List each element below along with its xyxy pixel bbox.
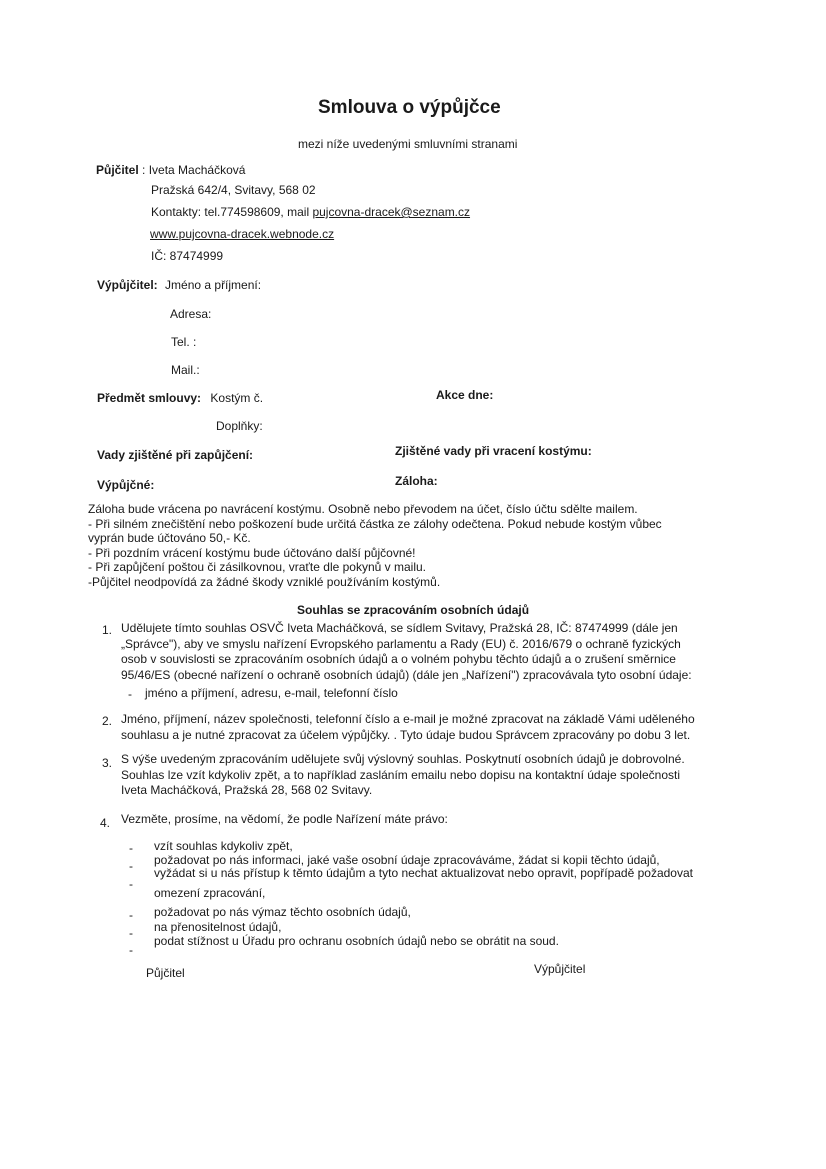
lender-name: : Iveta Macháčková [142, 163, 246, 177]
rights-bullet: na přenositelnost údajů, [154, 920, 282, 934]
lender-address: Pražská 642/4, Svitavy, 568 02 [151, 183, 316, 197]
lender-ic: IČ: 87474999 [151, 249, 224, 263]
consent-item-number: 2. [102, 714, 113, 728]
event-date-label: Akce dne: [436, 388, 494, 402]
consent-item-line: Jméno, příjmení, název společnosti, telefonní číslo a e-mail je možné zpracovat na základě Vámi uděleného [121, 712, 695, 726]
terms-line: - Při pozdním vrácení kostýmu bude účtováno další půjčovné! [88, 545, 416, 560]
consent-item-line: 95/46/ES (obecné nařízení o ochraně osobních údajů) (dále jen „Nařízení") zpracovávala tyto osobní údaje: [121, 667, 692, 682]
costume-label: Kostým č. [210, 391, 264, 405]
rights-bullet: podat stížnost u Úřadu pro ochranu osobních údajů nebo se obrátit na soud. [154, 934, 559, 948]
subject-label: Předmět smlouvy: [97, 391, 202, 405]
page-title: Smlouva o výpůjčce [318, 97, 501, 118]
consent-item-number: 3. [102, 756, 113, 770]
lender-label: Půjčitel [96, 163, 139, 177]
bullet-dash: - [129, 841, 133, 855]
page-subtitle: mezi níže uvedenými smluvními stranami [298, 137, 518, 151]
bullet-dash: - [129, 943, 133, 957]
lender-web-link[interactable]: www.pujcovna-dracek.webnode.cz [150, 227, 335, 241]
accessories-label: Doplňky: [216, 419, 263, 433]
borrower-address-label: Adresa: [170, 307, 212, 321]
borrower-label: Výpůjčitel: [97, 278, 158, 292]
consent-item-2 [121, 712, 695, 743]
consent-item-1 [121, 621, 692, 683]
defects-on-return-label: Zjištěné vady při vracení kostýmu: [395, 444, 592, 458]
rights-bullet: vzít souhlas kdykoliv zpět, [154, 839, 293, 853]
consent-item-line: „Správce"), aby ve smyslu nařízení Evropského parlamentu a Rady (EU) č. 2016/679 o ochraně fyzických [121, 636, 681, 651]
rental-fee-label: Výpůjčné: [97, 478, 155, 492]
bullet-dash: - [129, 926, 133, 940]
consent-item-line: Udělujete tímto souhlas OSVČ Iveta Macháčková, se sídlem Svitavy, Pražská 28, IČ: 87474999 (dále jen [121, 621, 678, 635]
consent-bullet: jméno a příjmení, adresu, e-mail, telefonní číslo [145, 686, 398, 700]
consent-item-4 [121, 812, 448, 828]
consent-item-line: souhlasu a je nutné zpracovat za účelem výpůjčky. . Tyto údaje budou Správcem zpracovány po dobu 3 let. [121, 727, 691, 742]
lender-contacts [151, 205, 470, 220]
consent-item-number: 1. [102, 623, 113, 637]
consent-item-line: Souhlas lze vzít kdykoliv zpět, a to například zasláním emailu nebo dopisu na kontaktní údaje společnosti [121, 767, 680, 782]
terms-block [88, 502, 662, 589]
lender-signature-label: Půjčitel [146, 966, 185, 980]
terms-line: -Půjčitel neodpovídá za žádné škody vzniklé používáním kostýmů. [88, 574, 441, 589]
terms-line: vyprán bude účtováno 50,- Kč. [88, 531, 251, 545]
consent-item-line: S výše uvedeným zpracováním udělujete svůj výslovný souhlas. Poskytnutí osobních údajů je dobrovolné. [121, 752, 685, 766]
defects-on-loan-label: Vady zjištěné při zapůjčení: [97, 448, 254, 462]
bullet-dash: - [129, 908, 133, 922]
rights-bullet: vyžádat si u nás přístup k těmto údajům a tyto nechat aktualizovat nebo opravit, popřípadě požadovat [154, 866, 693, 880]
rights-bullet-continuation: omezení zpracování, [154, 886, 266, 900]
bullet-dash: - [129, 877, 133, 891]
consent-item-line: Iveta Macháčková, Pražská 28, 568 02 Svitavy. [121, 783, 373, 797]
subject-row [97, 391, 263, 406]
lender-email-link[interactable]: pujcovna-dracek@seznam.cz [312, 205, 471, 219]
borrower-name-label: Jméno a příjmení: [165, 278, 262, 292]
borrower-tel-label: Tel. : [171, 335, 197, 349]
bullet-dash: - [128, 687, 132, 701]
consent-item-line: osob v souvislosti se zpracováním osobních údajů a o volném pohybu těchto údajů a o zrušení směrnice [121, 652, 676, 666]
terms-line: - Při zapůjčení poštou či zásilkovnou, vraťte dle pokynů v mailu. [88, 560, 426, 574]
consent-item-3 [121, 752, 685, 799]
borrower-mail-label: Mail.: [171, 363, 200, 377]
rights-bullet: požadovat po nás informaci, jaké vaše osobní údaje zpracováváme, žádat si kopii těchto údajů, [154, 853, 660, 867]
consent-item-line: Vezměte, prosíme, na vědomí, že podle Nařízení máte právo: [121, 812, 448, 826]
terms-line: Záloha bude vrácena po navrácení kostýmu. Osobně nebo převodem na účet, číslo účtu sdělte mailem. [88, 502, 638, 516]
rights-bullet: požadovat po nás výmaz těchto osobních údajů, [154, 905, 411, 919]
deposit-label: Záloha: [395, 474, 438, 488]
borrower-row [97, 278, 261, 293]
consent-item-number: 4. [100, 816, 111, 830]
lender-contacts-text: Kontakty: tel.774598609, mail [151, 205, 313, 219]
terms-line: - Při silném znečištění nebo poškození bude určitá částka ze zálohy odečtena. Pokud nebude kostým vůbec [88, 516, 662, 531]
bullet-dash: - [129, 859, 133, 873]
lender-row [96, 163, 245, 178]
consent-title: Souhlas se zpracováním osobních údajů [297, 603, 530, 617]
borrower-signature-label: Výpůjčitel [534, 962, 586, 976]
